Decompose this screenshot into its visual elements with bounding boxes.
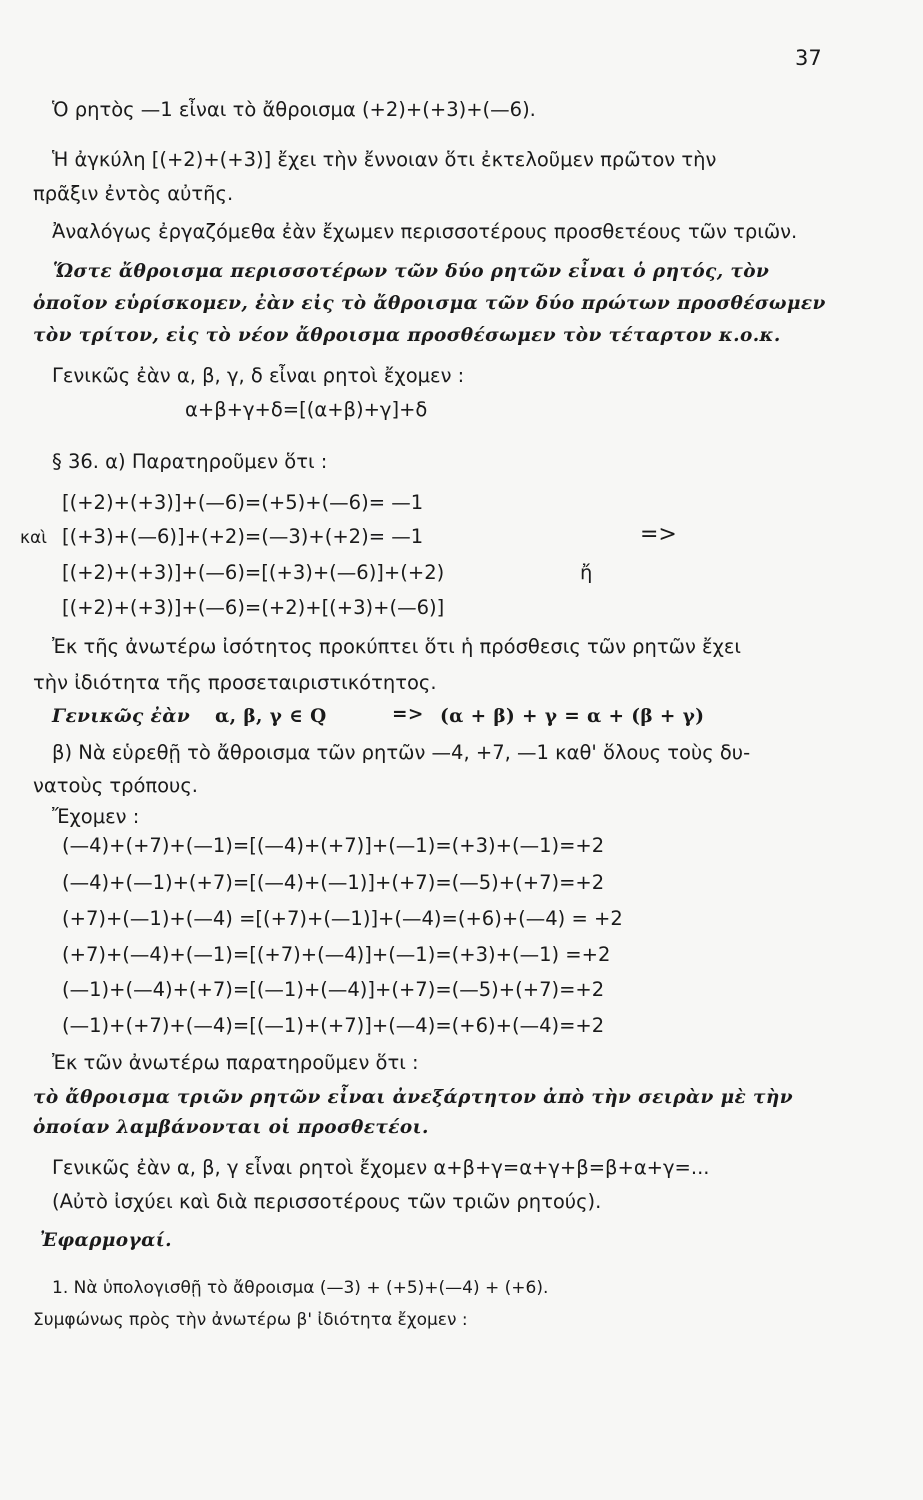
text-line: νατοὺς τρόπους.: [33, 774, 198, 797]
text-line: πρᾶξιν ἐντὸς αὐτῆς.: [33, 182, 234, 205]
text-line: Ἐκ τῆς ἀνωτέρω ἰσότητος προκύπτει ὅτι ἡ πρόσθεσις τῶν ρητῶν ἔχει: [52, 635, 742, 658]
bold-statement-line: Γενικῶς ἐὰν: [52, 706, 191, 727]
bold-statement-line: Ὥστε ἄθροισμα περισσοτέρων τῶν δύο ρητῶν εἶναι ὁ ρητός, τὸν: [53, 261, 770, 282]
bold-statement-line: τὸν τρίτον, εἰς τὸ νέον ἄθροισμα προσθέσωμεν τὸν τέταρτον κ.ο.κ.: [33, 325, 781, 346]
section-heading: § 36. α) Παρατηροῦμεν ὅτι :: [52, 450, 328, 473]
formula-line: α+β+γ+δ=[(α+β)+γ]+δ: [185, 398, 428, 421]
text-line: Γενικῶς ἐὰν α, β, γ εἶναι ρητοὶ ἔχομεν α+β+γ=α+γ+β=β+α+γ=...: [52, 1156, 710, 1179]
text-line: Ἀναλόγως ἐργαζόμεθα ἐὰν ἔχωμεν περισσοτέρους προσθετέους τῶν τριῶν.: [52, 220, 798, 243]
formula-line: (—1)+(—4)+(+7)=[(—1)+(—4)]+(+7)=(—5)+(+7)=+2: [62, 978, 605, 1001]
bold-statement-line: τὸ ἄθροισμα τριῶν ρητῶν εἶναι ἀνεξάρτητον ἀπὸ τὴν σειρὰν μὲ τὴν: [33, 1087, 793, 1108]
kai-label: καὶ: [20, 528, 47, 548]
text-line: Ἔχομεν :: [52, 805, 140, 828]
implies-arrow: =>: [640, 522, 677, 547]
or-label: ἤ: [580, 561, 593, 584]
formula-line: (—4)+(—1)+(+7)=[(—4)+(—1)]+(+7)=(—5)+(+7)=+2: [62, 871, 605, 894]
formula-line: [(+2)+(+3)]+(—6)=[(+3)+(—6)]+(+2): [62, 561, 445, 584]
text-line: Ἐκ τῶν ἀνωτέρω παρατηροῦμεν ὅτι :: [52, 1051, 419, 1074]
implies-arrow: =>: [392, 704, 424, 725]
formula-line: [(+2)+(+3)]+(—6)=(+5)+(—6)= —1: [62, 491, 424, 514]
formula-line: (—4)+(+7)+(—1)=[(—4)+(+7)]+(—1)=(+3)+(—1)=+2: [62, 834, 605, 857]
exercise-line: 1. Νὰ ὑπολογισθῇ τὸ ἄθροισμα (—3) + (+5)+(—4) + (+6).: [52, 1278, 549, 1298]
text-line: Ὁ ρητὸς —1 εἶναι τὸ ἄθροισμα (+2)+(+3)+(—6).: [52, 98, 536, 121]
formula-line: [(+3)+(—6)]+(+2)=(—3)+(+2)= —1: [62, 525, 424, 548]
formula-line: (+7)+(—4)+(—1)=[(+7)+(—4)]+(—1)=(+3)+(—1) =+2: [62, 943, 611, 966]
text-line: Γενικῶς ἐὰν α, β, γ, δ εἶναι ρητοὶ ἔχομεν :: [52, 364, 465, 387]
text-line: τὴν ἰδιότητα τῆς προσεταιριστικότητος.: [33, 671, 437, 694]
bold-statement-line: ὁποίαν λαμβάνονται οἱ προσθετέοι.: [33, 1117, 429, 1138]
formula-line: (α + β) + γ = α + (β + γ): [440, 706, 705, 727]
formula-line: (—1)+(+7)+(—4)=[(—1)+(+7)]+(—4)=(+6)+(—4)=+2: [62, 1014, 605, 1037]
applications-heading: Ἐφαρμογαί.: [40, 1230, 172, 1251]
text-line: (Αὐτὸ ἰσχύει καὶ διὰ περισσοτέρους τῶν τριῶν ρητούς).: [52, 1190, 602, 1213]
exercise-line: Συμφώνως πρὸς τὴν ἀνωτέρω β' ἰδιότητα ἔχομεν :: [33, 1310, 468, 1330]
page-number: 37: [795, 46, 822, 70]
text-line: β) Νὰ εὑρεθῇ τὸ ἄθροισμα τῶν ρητῶν —4, +7, —1 καθ' ὅλους τοὺς δυ-: [52, 741, 751, 764]
formula-line: (+7)+(—1)+(—4) =[(+7)+(—1)]+(—4)=(+6)+(—4) = +2: [62, 907, 623, 930]
text-line: Ἡ ἀγκύλη [(+2)+(+3)] ἔχει τὴν ἔννοιαν ὅτι ἐκτελοῦμεν πρῶτον τὴν: [52, 148, 717, 171]
formula-line: α, β, γ ∈ Q: [215, 706, 327, 727]
bold-statement-line: ὁποῖον εὑρίσκομεν, ἐὰν εἰς τὸ ἄθροισμα τῶν δύο πρώτων προσθέσωμεν: [33, 293, 826, 314]
formula-line: [(+2)+(+3)]+(—6)=(+2)+[(+3)+(—6)]: [62, 596, 445, 619]
